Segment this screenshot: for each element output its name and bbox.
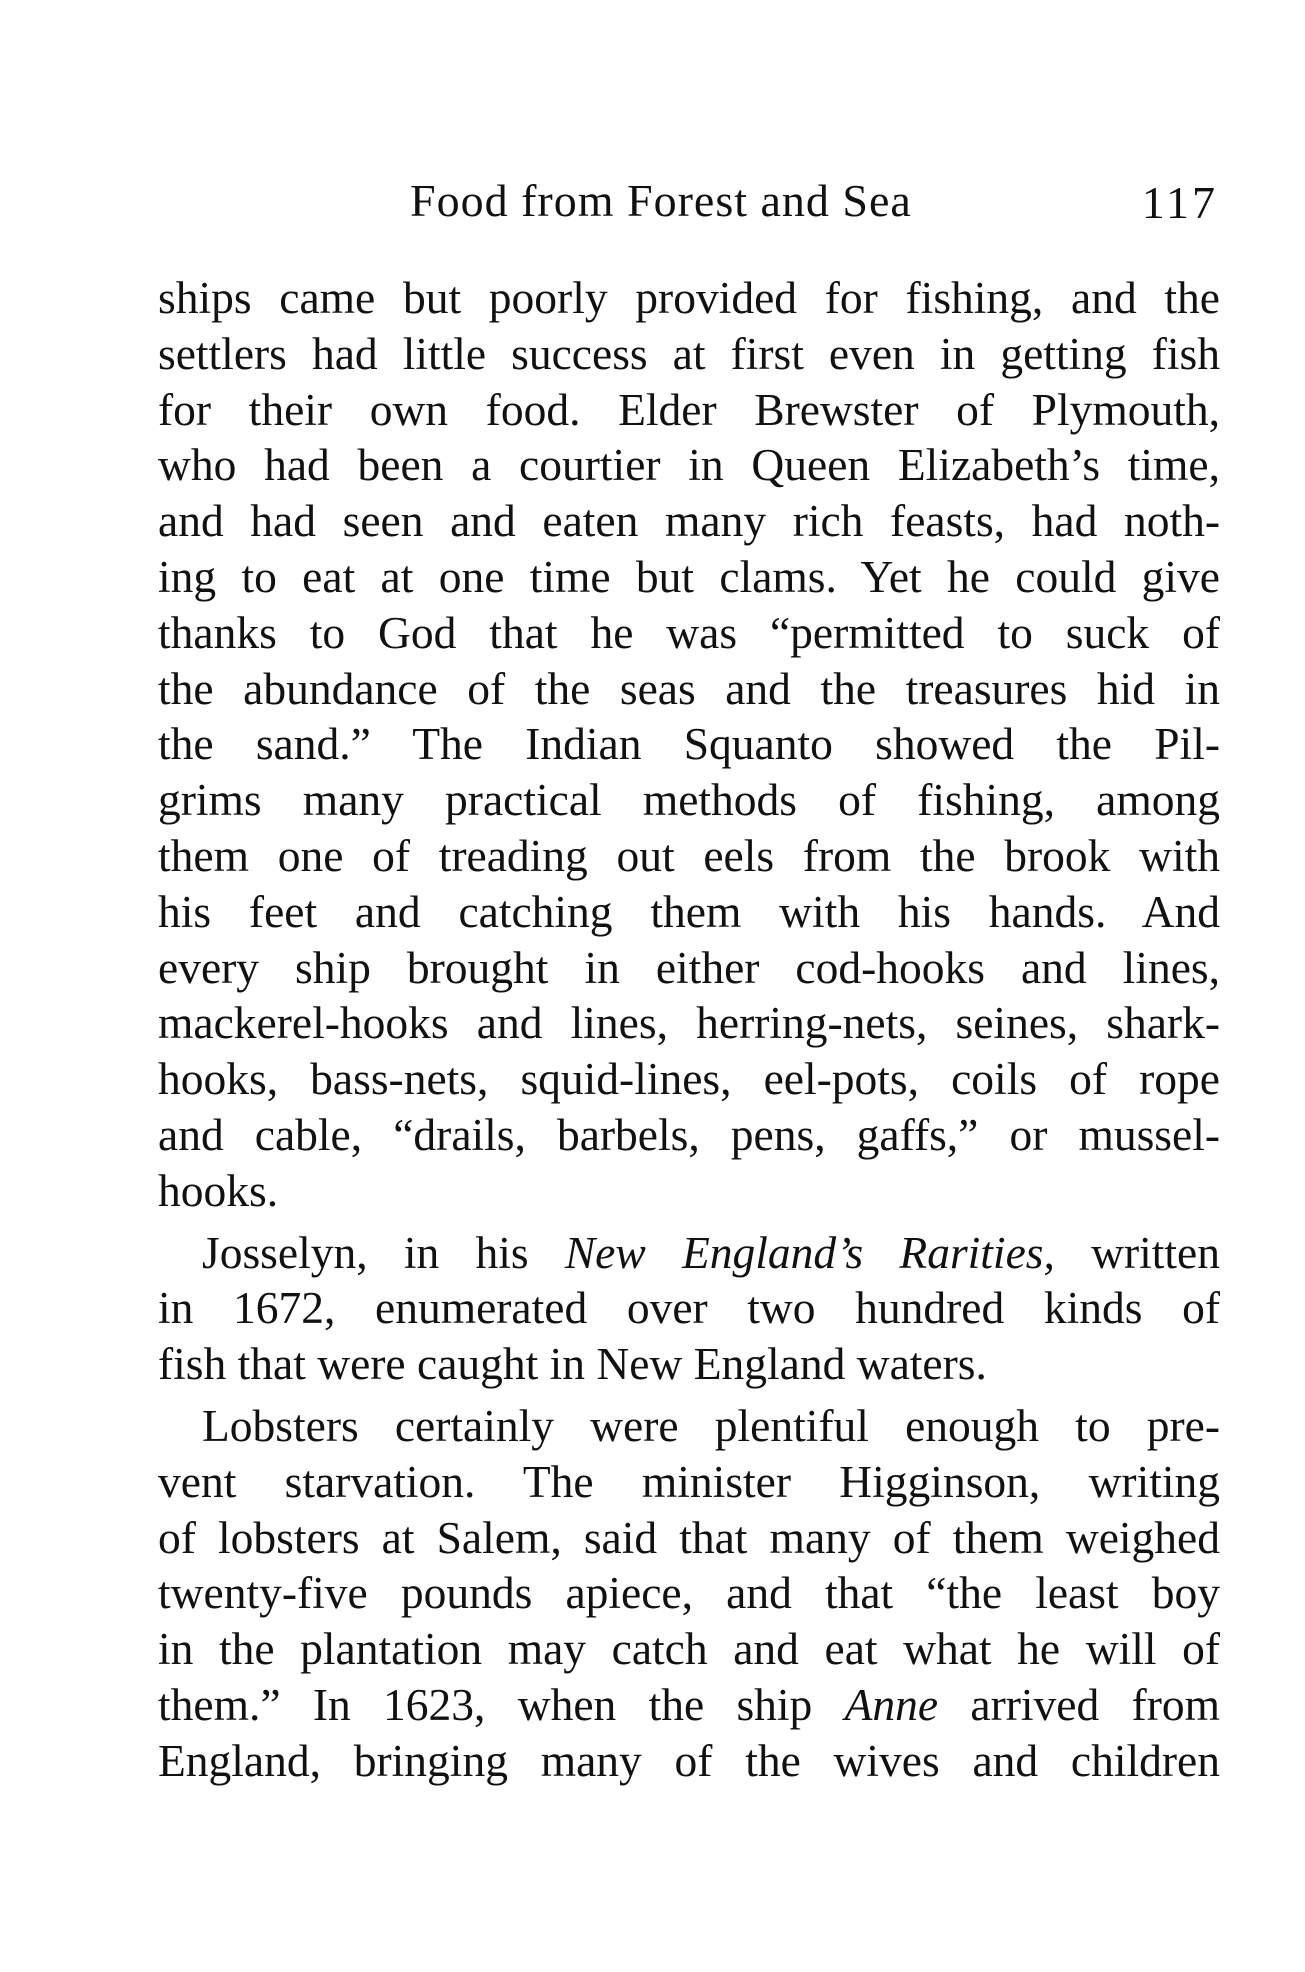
paragraph-1 — [158, 270, 1220, 1219]
text-line: for their own food. Elder Brewster of Plymouth, — [158, 383, 1220, 435]
text-line — [158, 1677, 1220, 1733]
text-run: Josselyn, in his — [202, 1226, 565, 1278]
text-line: ing to eat at one time but clams. Yet he could give — [158, 550, 1220, 602]
running-title: Food from Forest and Sea — [410, 175, 912, 226]
text-line: thanks to God that he was “permitted to suck of — [158, 606, 1220, 658]
running-head — [160, 168, 1218, 238]
text-line: mackerel-hooks and lines, herring-nets, seines, shark- — [158, 997, 1220, 1049]
text-line: England, bringing many of the wives and children — [158, 1734, 1220, 1786]
body-text — [158, 270, 1220, 1789]
paragraph-3 — [158, 1398, 1220, 1789]
book-title: New England’s Rarities, — [564, 1226, 1055, 1278]
text-line: who had been a courtier in Queen Elizabeth’s time, — [158, 439, 1220, 491]
text-line: vent starvation. The minister Higginson, writing — [158, 1455, 1220, 1507]
text-line: them one of treading out eels from the brook with — [158, 829, 1220, 881]
text-line: grims many practical methods of fishing, among — [158, 774, 1220, 826]
text-line: fish that were caught in New England waters. — [158, 1338, 987, 1390]
text-line: settlers had little success at first even in getting fish — [158, 327, 1220, 379]
text-line: twenty-five pounds apiece, and that “the least boy — [158, 1567, 1220, 1619]
text-line: of lobsters at Salem, said that many of them weighed — [158, 1511, 1220, 1563]
text-line: Lobsters certainly were plentiful enough to pre- — [202, 1399, 1220, 1451]
text-run: them.” In 1623, when the ship — [158, 1678, 845, 1730]
ship-name: Anne — [844, 1678, 939, 1730]
text-line: and had seen and eaten many rich feasts, had noth- — [158, 495, 1220, 547]
text-line: hooks. — [158, 1164, 279, 1216]
text-line: every ship brought in either cod-hooks and lines, — [158, 941, 1220, 993]
text-line: and cable, “drails, barbels, pens, gaffs,” or mussel- — [158, 1108, 1220, 1160]
text-line — [158, 1225, 1220, 1281]
text-run: written — [1054, 1226, 1220, 1278]
text-run: arrived from — [938, 1678, 1220, 1730]
text-line: the sand.” The Indian Squanto showed the Pil- — [158, 718, 1220, 770]
text-line: ships came but poorly provided for fishing, and the — [158, 272, 1220, 323]
paragraph-2 — [158, 1225, 1220, 1392]
page-number: 117 — [1141, 177, 1218, 228]
text-line: hooks, bass-nets, squid-lines, eel-pots, coils of rope — [158, 1053, 1220, 1105]
text-line: in the plantation may catch and eat what he will of — [158, 1623, 1220, 1675]
text-line: his feet and catching them with his hands. And — [158, 885, 1220, 937]
text-line: in 1672, enumerated over two hundred kinds of — [158, 1282, 1220, 1334]
text-line: the abundance of the seas and the treasures hid in — [158, 662, 1220, 714]
